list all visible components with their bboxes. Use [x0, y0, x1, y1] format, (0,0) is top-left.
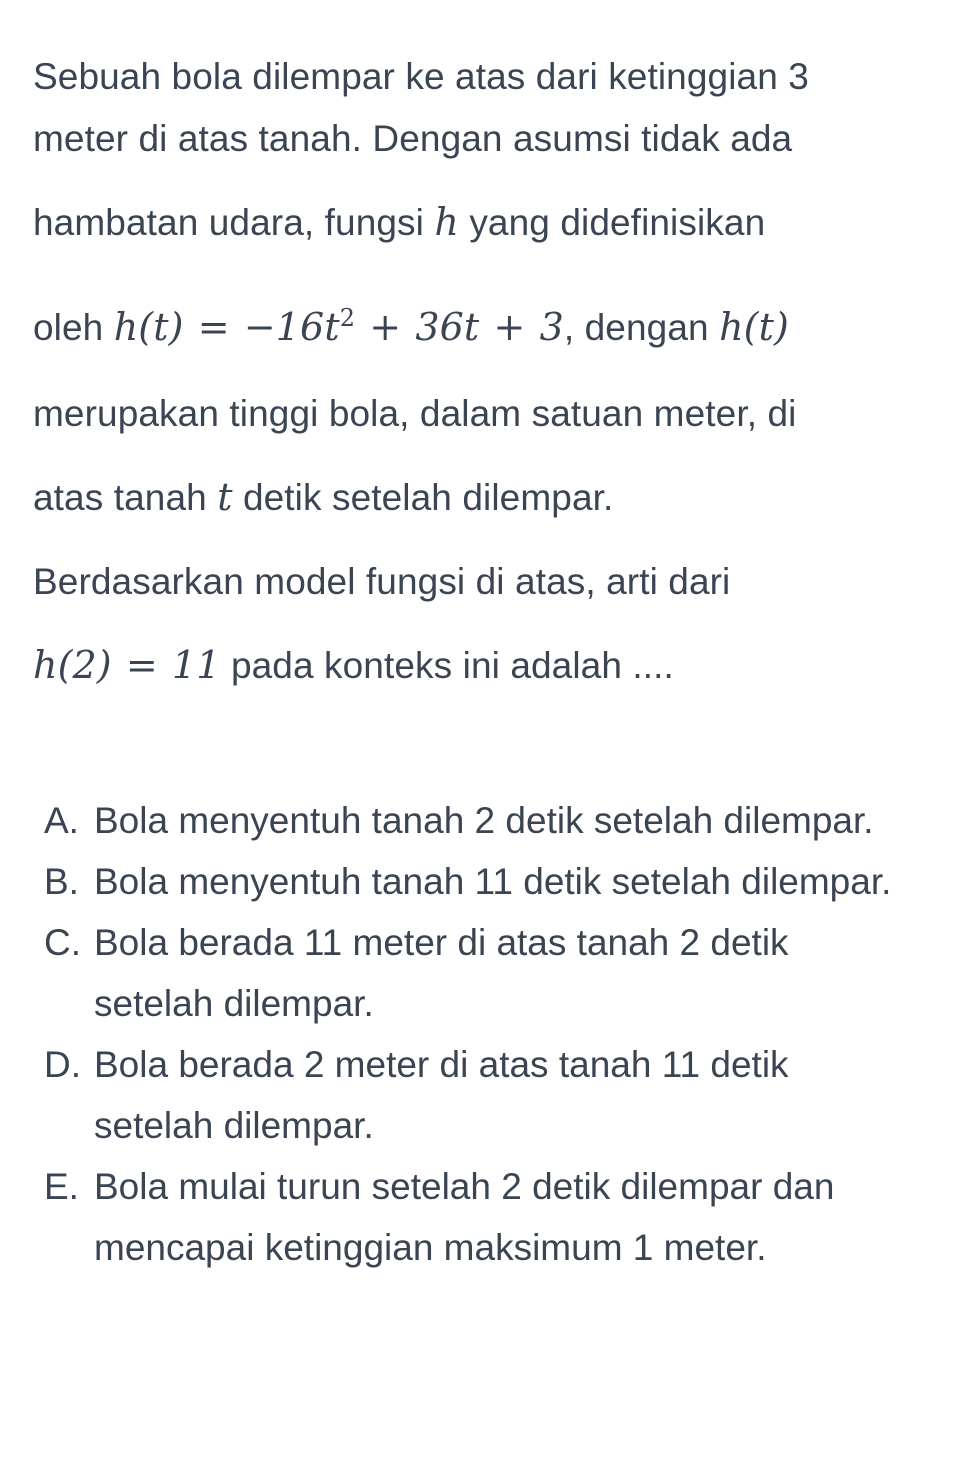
question-line-4 [33, 305, 789, 350]
question-line-8 [33, 643, 674, 688]
exponent: 2 [339, 304, 356, 332]
variable-h: h [434, 200, 459, 244]
option-text: Bola menyentuh tanah 2 detik setelah dilempar. [94, 800, 874, 841]
option-letter: C. [44, 922, 81, 963]
question-line-7: Berdasarkan model fungsi di atas, arti dari [33, 561, 731, 602]
text: yang didefinisikan [458, 202, 766, 243]
question-line-3 [33, 200, 765, 245]
question-line-6 [33, 475, 613, 520]
function-formula [114, 305, 564, 349]
option-d[interactable] [44, 1034, 924, 1156]
variable-t: t [217, 475, 233, 519]
text: pada konteks ini adalah .... [220, 645, 674, 686]
text: oleh [33, 307, 114, 348]
question-line-5: merupakan tinggi bola, dalam satuan meter, di [33, 393, 797, 434]
option-text: Bola berada 11 meter di atas tanah 2 detik setelah dilempar. [94, 922, 789, 1024]
formula-part: + 36t + 3 [355, 305, 564, 349]
question-line-2: meter di atas tanah. Dengan asumsi tidak ada [33, 118, 793, 159]
function-notation: h(t) [719, 305, 789, 349]
formula-part: h(t) = −16t [113, 305, 340, 349]
option-text: Bola mulai turun setelah 2 detik dilempar dan mencapai ketinggian maksimum 1 meter. [94, 1166, 835, 1268]
option-a[interactable] [44, 790, 924, 851]
option-e[interactable] [44, 1156, 924, 1278]
option-letter: A. [44, 800, 79, 841]
text: detik setelah dilempar. [232, 477, 614, 518]
option-b[interactable] [44, 851, 924, 912]
option-text: Bola menyentuh tanah 11 detik setelah dilempar. [94, 861, 892, 902]
option-letter: E. [44, 1166, 79, 1207]
function-value: h(2) = 11 [33, 643, 221, 687]
option-c[interactable] [44, 912, 924, 1034]
option-text: Bola berada 2 meter di atas tanah 11 detik setelah dilempar. [94, 1044, 789, 1146]
text: atas tanah [33, 477, 218, 518]
question-line-1: Sebuah bola dilempar ke atas dari ketinggian 3 [33, 56, 809, 97]
option-letter: B. [44, 861, 79, 902]
text: , dengan [563, 307, 720, 348]
option-letter: D. [44, 1044, 81, 1085]
answer-options [44, 790, 924, 1278]
text: hambatan udara, fungsi [33, 202, 435, 243]
